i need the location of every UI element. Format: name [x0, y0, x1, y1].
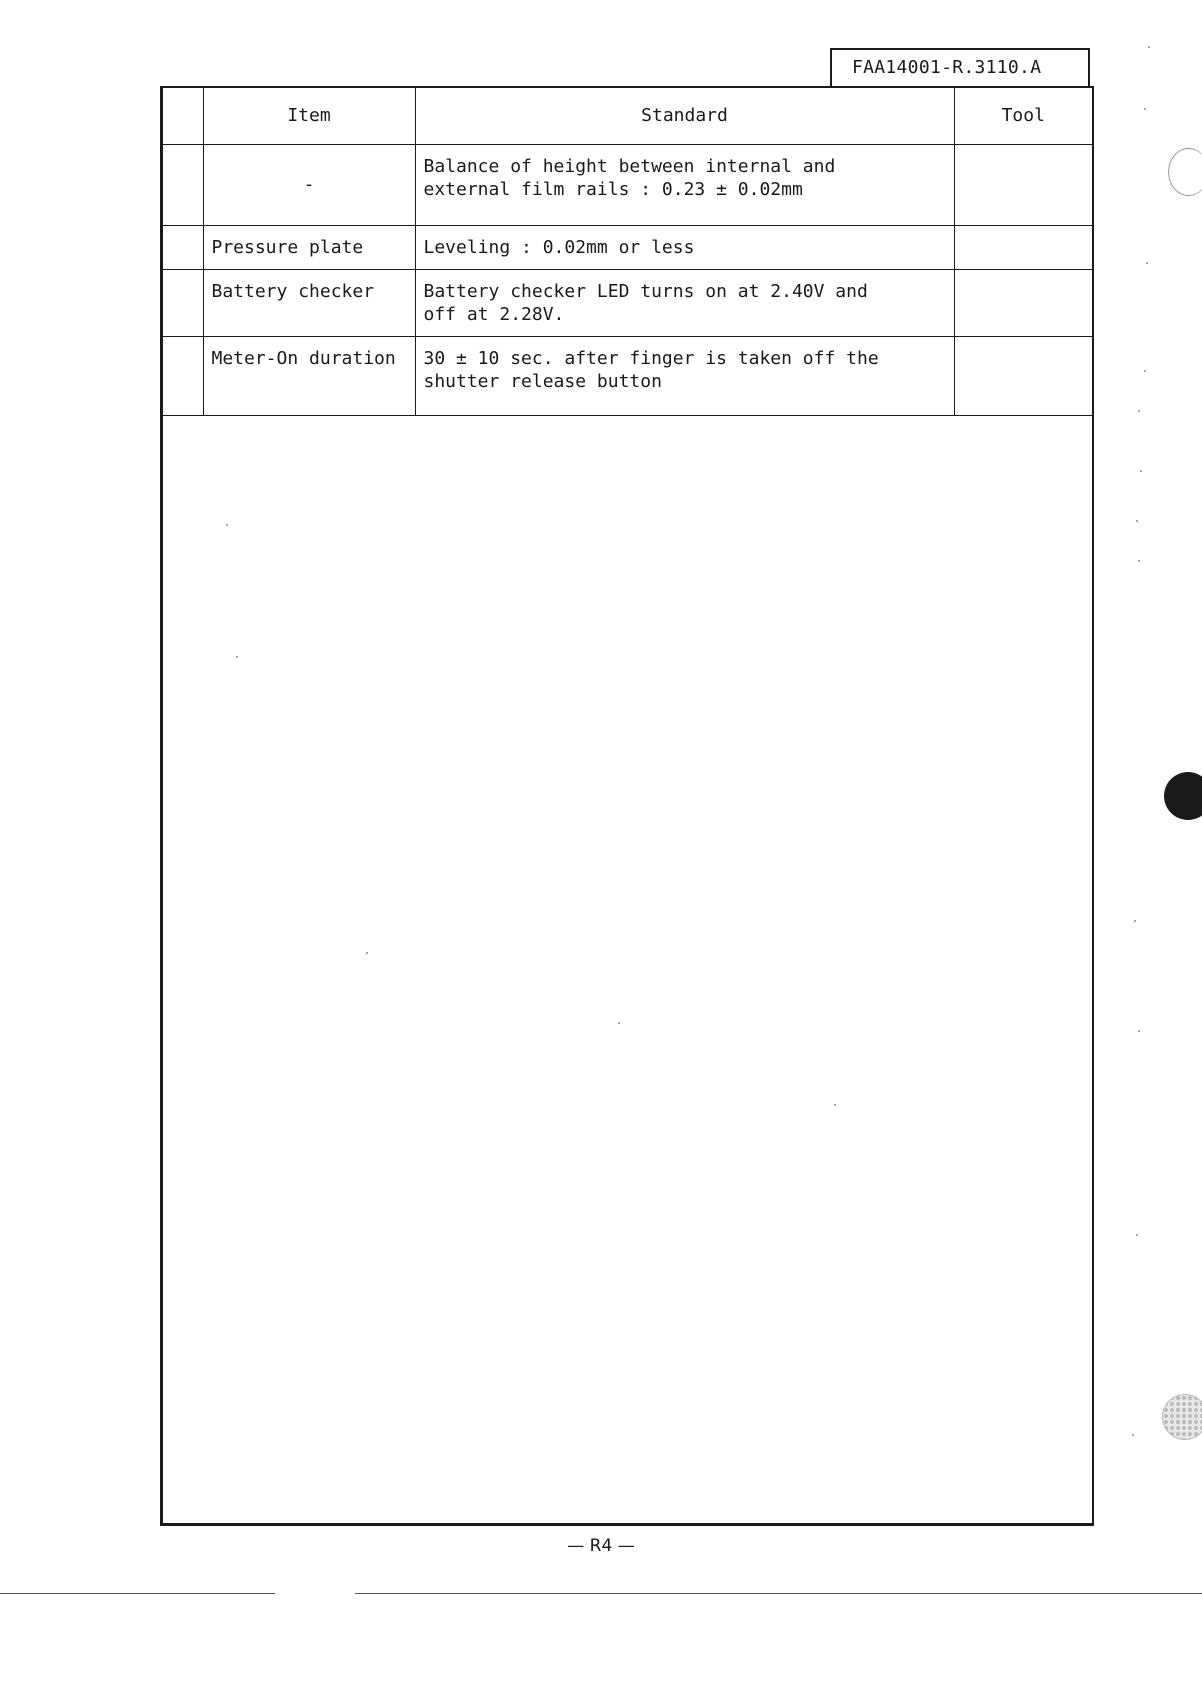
scan-speck [1132, 1434, 1134, 1436]
scan-speck [1138, 560, 1140, 562]
binder-hole-bottom [1162, 1394, 1202, 1440]
tool-cell [954, 225, 1092, 269]
scan-speck [618, 1022, 620, 1024]
header-standard: Standard [415, 88, 954, 144]
item-cell: Battery checker [203, 269, 415, 336]
binder-hole-top [1168, 148, 1202, 196]
binder-hole-middle [1164, 772, 1202, 820]
table-row [163, 144, 1092, 225]
scan-speck [1148, 46, 1150, 48]
document-code: FAA14001-R.3110.A [830, 48, 1090, 86]
scan-speck [1140, 470, 1142, 472]
specification-table [163, 88, 1092, 416]
page-number: — R4 — [567, 1536, 635, 1556]
scan-speck [1144, 370, 1146, 372]
scan-speck [1144, 108, 1146, 110]
scan-speck [834, 1104, 836, 1106]
scan-speck [226, 524, 228, 526]
row-margin-cell [163, 144, 203, 225]
standard-cell: Leveling : 0.02mm or less [415, 225, 954, 269]
item-cell: Pressure plate [203, 225, 415, 269]
row-margin-cell [163, 225, 203, 269]
table-row [163, 269, 1092, 336]
scan-speck [1136, 520, 1138, 522]
scan-speck [366, 952, 368, 954]
row-margin-cell [163, 269, 203, 336]
tool-cell [954, 269, 1092, 336]
page-frame [160, 86, 1094, 1526]
tool-cell [954, 336, 1092, 415]
scan-speck [1134, 920, 1136, 922]
scan-speck [1138, 1030, 1140, 1032]
scan-speck [1138, 410, 1140, 412]
scan-rule-left [0, 1593, 275, 1594]
item-cell: Meter-On duration [203, 336, 415, 415]
header-tool: Tool [954, 88, 1092, 144]
table-header-row [163, 88, 1092, 144]
standard-cell: Balance of height between internal and external film rails : 0.23 ± 0.02mm [415, 144, 954, 225]
row-margin-cell [163, 336, 203, 415]
table-row [163, 336, 1092, 415]
standard-cell: 30 ± 10 sec. after finger is taken off the shutter release button [415, 336, 954, 415]
item-cell: - [203, 144, 415, 225]
standard-cell: Battery checker LED turns on at 2.40V and off at 2.28V. [415, 269, 954, 336]
table-row [163, 225, 1092, 269]
header-item: Item [203, 88, 415, 144]
tool-cell [954, 144, 1092, 225]
scan-speck [1146, 262, 1148, 264]
scan-speck [236, 656, 238, 658]
header-blank [163, 88, 203, 144]
scan-rule-right [355, 1593, 1202, 1594]
scan-speck [1136, 1234, 1138, 1236]
